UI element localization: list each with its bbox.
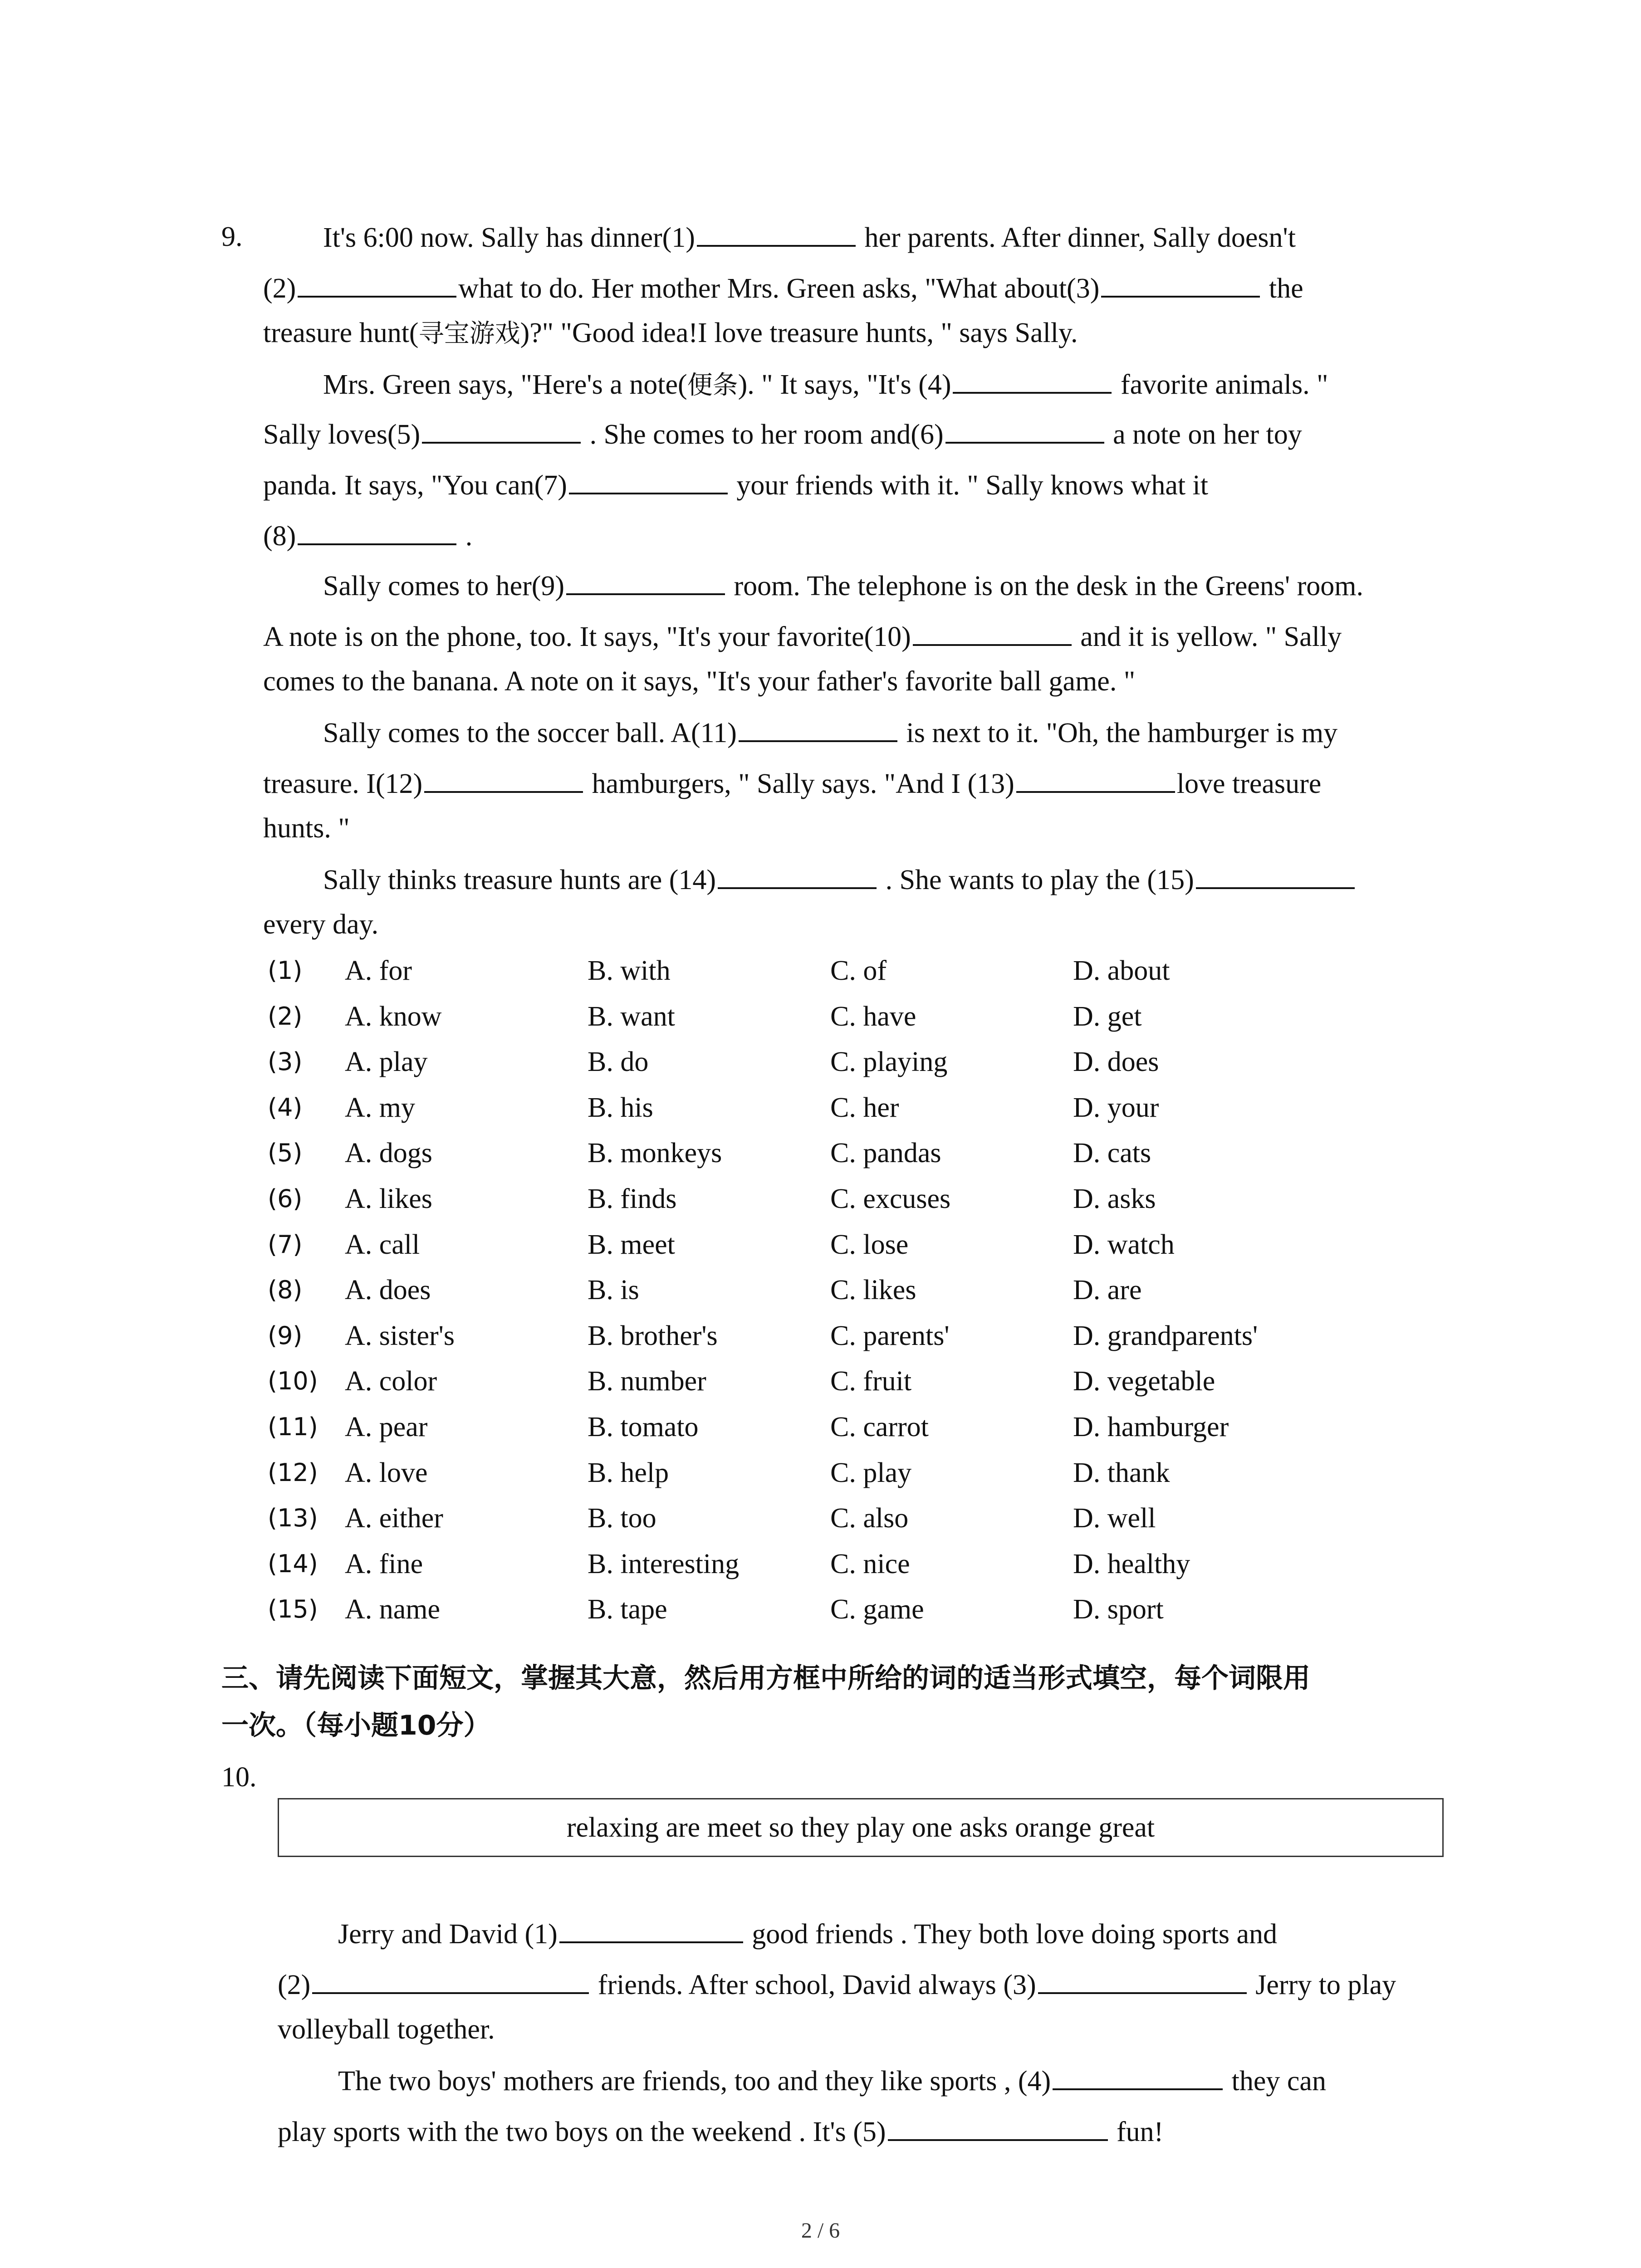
passage-line: It's 6:00 now. Sally has dinner(1) her parents. After dinner, Sally doesn't: [323, 219, 1296, 256]
passage-line: A note is on the phone, too. It says, "It's your favorite(10) and it is yellow. " Sally: [263, 618, 1342, 655]
option-d[interactable]: D. vegetable: [1073, 1366, 1215, 1397]
option-a[interactable]: A. love: [345, 1457, 428, 1488]
answer-blank[interactable]: [566, 567, 725, 595]
option-c[interactable]: C. lose: [830, 1229, 909, 1260]
option-a[interactable]: A. pear: [345, 1412, 428, 1442]
option-d[interactable]: D. get: [1073, 1001, 1142, 1032]
option-c[interactable]: C. parents': [830, 1320, 950, 1351]
option-c[interactable]: C. of: [830, 955, 887, 986]
option-a[interactable]: A. does: [345, 1275, 431, 1305]
passage-line: panda. It says, "You can(7) your friends with it. " Sally knows what it: [263, 466, 1208, 503]
answer-blank[interactable]: [1016, 765, 1175, 793]
option-d[interactable]: D. grandparents': [1073, 1320, 1258, 1351]
option-c[interactable]: C. fruit: [830, 1366, 912, 1397]
option-d[interactable]: D. thank: [1073, 1457, 1170, 1488]
word-box-text: relaxing are meet so they play one asks orange great: [566, 1812, 1155, 1843]
page-number: 2 / 6: [801, 2219, 840, 2243]
option-c[interactable]: C. have: [830, 1001, 916, 1032]
passage-line: The two boys' mothers are friends, too and they like sports , (4) they can: [338, 2062, 1326, 2099]
passage-line: Sally thinks treasure hunts are (14) . She wants to play the (15): [323, 861, 1357, 898]
option-number: (2): [268, 1002, 303, 1031]
option-d[interactable]: D. sport: [1073, 1594, 1164, 1625]
option-b[interactable]: B. interesting: [588, 1549, 740, 1579]
option-a[interactable]: A. my: [345, 1092, 415, 1123]
option-c[interactable]: C. playing: [830, 1046, 948, 1077]
answer-blank[interactable]: [953, 366, 1112, 394]
question-number: 9.: [221, 221, 243, 252]
option-b[interactable]: B. tomato: [588, 1412, 699, 1442]
answer-blank[interactable]: [888, 2113, 1108, 2141]
option-d[interactable]: D. your: [1073, 1092, 1159, 1123]
option-a[interactable]: A. call: [345, 1229, 420, 1260]
option-b[interactable]: B. tape: [588, 1594, 667, 1625]
option-c[interactable]: C. game: [830, 1594, 924, 1625]
section-heading: 一次。（每小题10分）: [221, 1710, 491, 1741]
option-c[interactable]: C. play: [830, 1457, 912, 1488]
word-box: [278, 1798, 1444, 1857]
answer-blank[interactable]: [298, 517, 456, 545]
option-c[interactable]: C. carrot: [830, 1412, 929, 1442]
passage-line: hunts. ": [263, 813, 350, 844]
passage-line: (2) what to do. Her mother Mrs. Green asks, "What about(3) the: [263, 269, 1303, 307]
option-b[interactable]: B. meet: [588, 1229, 675, 1260]
option-number: (1): [268, 956, 303, 985]
option-b[interactable]: B. with: [588, 955, 671, 986]
answer-blank[interactable]: [1038, 1966, 1247, 1994]
option-b[interactable]: B. number: [588, 1366, 706, 1397]
option-c[interactable]: C. excuses: [830, 1183, 951, 1214]
option-number: (7): [268, 1230, 303, 1259]
option-number: (13): [268, 1504, 318, 1532]
option-a[interactable]: A. fine: [345, 1549, 423, 1579]
option-b[interactable]: B. want: [588, 1001, 675, 1032]
option-d[interactable]: D. cats: [1073, 1138, 1151, 1168]
passage-line: Mrs. Green says, "Here's a note(便条). " It says, "It's (4) favorite animals. ": [323, 366, 1328, 404]
passage-line: volleyball together.: [278, 2014, 495, 2045]
option-c[interactable]: C. also: [830, 1503, 909, 1534]
option-b[interactable]: B. help: [588, 1457, 669, 1488]
option-a[interactable]: A. color: [345, 1366, 437, 1397]
passage-line: treasure. I(12) hamburgers, " Sally says. "And I (13) love treasure: [263, 765, 1321, 802]
option-number: (11): [268, 1413, 318, 1441]
answer-blank[interactable]: [422, 415, 581, 444]
option-d[interactable]: D. well: [1073, 1503, 1156, 1534]
answer-blank[interactable]: [298, 269, 456, 298]
option-a[interactable]: A. play: [345, 1046, 428, 1077]
question-number: 10.: [221, 1762, 257, 1793]
answer-blank[interactable]: [913, 618, 1072, 646]
passage-line: (8) .: [263, 517, 472, 554]
answer-blank[interactable]: [569, 466, 728, 494]
option-c[interactable]: C. her: [830, 1092, 899, 1123]
option-number: (10): [268, 1367, 318, 1395]
option-number: (12): [268, 1458, 318, 1487]
option-a[interactable]: A. either: [345, 1503, 443, 1534]
option-number: (6): [268, 1184, 303, 1213]
option-number: (4): [268, 1093, 303, 1122]
option-d[interactable]: D. about: [1073, 955, 1170, 986]
answer-blank[interactable]: [1053, 2062, 1223, 2090]
option-b[interactable]: B. finds: [588, 1183, 677, 1214]
option-b[interactable]: B. too: [588, 1503, 656, 1534]
option-a[interactable]: A. dogs: [345, 1138, 432, 1168]
option-d[interactable]: D. does: [1073, 1046, 1159, 1077]
passage-line: treasure hunt(寻宝游戏)?" "Good idea!I love treasure hunts, " says Sally.: [263, 318, 1078, 348]
answer-blank[interactable]: [739, 714, 897, 742]
passage-line: Sally comes to her(9) room. The telephone is on the desk in the Greens' room.: [323, 567, 1363, 604]
option-d[interactable]: D. hamburger: [1073, 1412, 1229, 1442]
answer-blank[interactable]: [1101, 269, 1260, 298]
option-number: (15): [268, 1595, 318, 1623]
section-heading: 三、请先阅读下面短文，掌握其大意，然后用方框中所给的词的适当形式填空，每个词限用: [221, 1662, 1310, 1694]
answer-blank[interactable]: [312, 1966, 589, 1994]
option-c[interactable]: C. pandas: [830, 1138, 941, 1168]
option-number: (3): [268, 1047, 303, 1076]
option-a[interactable]: A. for: [345, 955, 412, 986]
answer-blank[interactable]: [718, 861, 877, 889]
option-a[interactable]: A. sister's: [345, 1320, 455, 1351]
option-number: (9): [268, 1321, 303, 1350]
answer-blank[interactable]: [559, 1915, 743, 1943]
option-number: (5): [268, 1139, 303, 1167]
passage-line: every day.: [263, 909, 379, 940]
option-d[interactable]: D. asks: [1073, 1183, 1156, 1214]
option-d[interactable]: D. healthy: [1073, 1549, 1190, 1579]
option-a[interactable]: A. likes: [345, 1183, 432, 1214]
passage-line: (2) friends. After school, David always (3) Jerry to play: [278, 1966, 1396, 2003]
passage-line: Sally loves(5) . She comes to her room and(6) a note on her toy: [263, 415, 1302, 453]
passage-line: Sally comes to the soccer ball. A(11) is next to it. "Oh, the hamburger is my: [323, 714, 1337, 751]
option-b[interactable]: B. his: [588, 1092, 653, 1123]
passage-line: play sports with the two boys on the weekend . It's (5) fun!: [278, 2113, 1163, 2150]
option-d[interactable]: D. are: [1073, 1275, 1142, 1305]
option-number: (14): [268, 1549, 318, 1578]
answer-blank[interactable]: [1196, 861, 1355, 889]
option-a[interactable]: A. know: [345, 1001, 442, 1032]
option-b[interactable]: B. is: [588, 1275, 639, 1305]
option-b[interactable]: B. do: [588, 1046, 649, 1077]
option-b[interactable]: B. monkeys: [588, 1138, 722, 1168]
passage-line: Jerry and David (1) good friends . They both love doing sports and: [338, 1915, 1277, 1952]
option-c[interactable]: C. nice: [830, 1549, 910, 1579]
option-a[interactable]: A. name: [345, 1594, 441, 1625]
passage-line: comes to the banana. A note on it says, "It's your father's favorite ball game. ": [263, 666, 1136, 697]
option-c[interactable]: C. likes: [830, 1275, 916, 1305]
answer-blank[interactable]: [424, 765, 583, 793]
answer-blank[interactable]: [945, 415, 1104, 444]
option-number: (8): [268, 1276, 303, 1304]
option-b[interactable]: B. brother's: [588, 1320, 718, 1351]
answer-blank[interactable]: [697, 219, 856, 247]
option-d[interactable]: D. watch: [1073, 1229, 1175, 1260]
